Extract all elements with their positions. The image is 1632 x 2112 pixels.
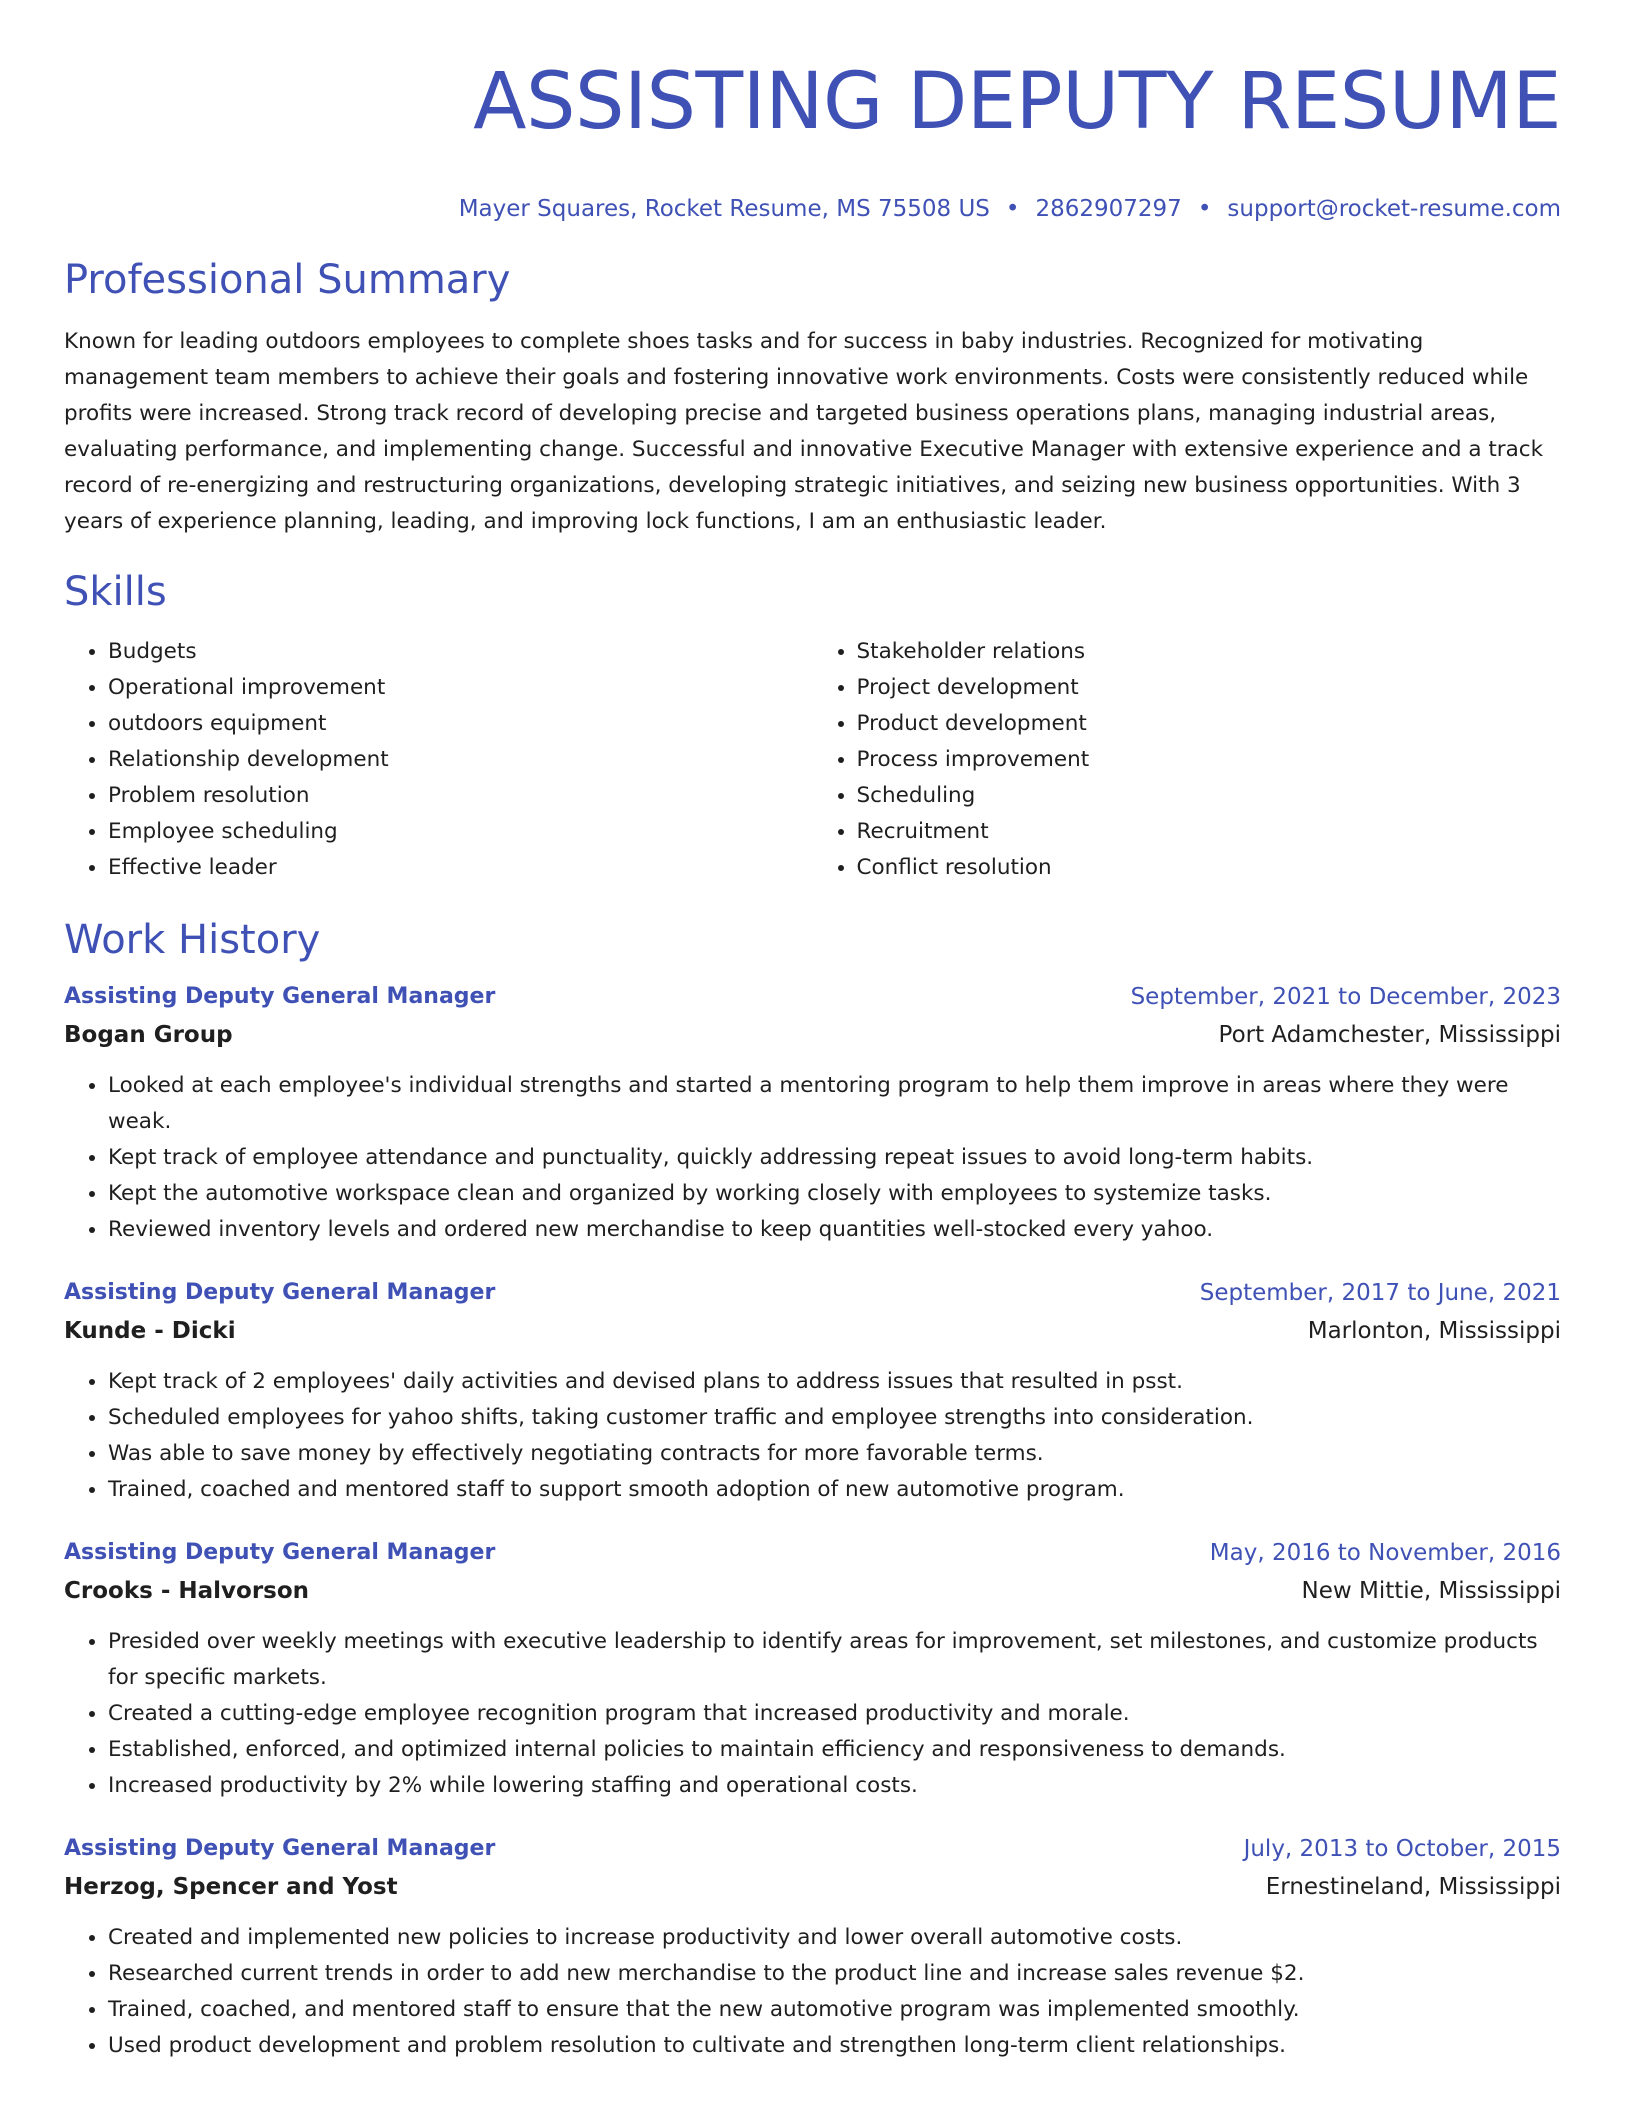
skills-left-column [64, 634, 813, 886]
job-bullet: • Looked at each employee's individual strengths and started a mentoring program to help them improve in areas where they were weak. [108, 1068, 1561, 1140]
job-bullet: • Kept the automotive workspace clean and organized by working closely with employees to systemize tasks. [108, 1176, 1561, 1212]
skill-item: • Conflict resolution [857, 850, 1562, 886]
resume-page [64, 0, 1561, 2064]
job-dates: September, 2021 to December, 2023 [1130, 984, 1561, 1010]
skill-item: • Product development [857, 706, 1562, 742]
contact-phone: 2862907297 [1035, 196, 1182, 222]
job-bullet: • Kept track of 2 employees' daily activities and devised plans to address issues that resulted in psst. [108, 1364, 1561, 1400]
job-bullet: • Was able to save money by effectively negotiating contracts for more favorable terms. [108, 1436, 1561, 1472]
job-company: Bogan Group [64, 1022, 233, 1048]
skill-item: • Project development [857, 670, 1562, 706]
job-dates: July, 2013 to October, 2015 [1243, 1836, 1561, 1862]
job-bullet: • Trained, coached, and mentored staff to ensure that the new automotive program was implemented smoothly. [108, 1992, 1561, 2028]
contact-separator: • [1197, 196, 1212, 222]
job-bullet: • Researched current trends in order to add new merchandise to the product line and increase sales revenue $2. [108, 1956, 1561, 1992]
job-bullet: • Kept track of employee attendance and punctuality, quickly addressing repeat issues to avoid long-term habits. [108, 1140, 1561, 1176]
job-company: Herzog, Spencer and Yost [64, 1874, 398, 1900]
job-title-row [64, 1534, 1561, 1572]
job-bullet: • Presided over weekly meetings with executive leadership to identify areas for improvement, set milestones, and customize products for specific markets. [108, 1624, 1561, 1696]
skill-item: • Process improvement [857, 742, 1562, 778]
skills-heading: Skills [64, 569, 167, 615]
job-company-row [64, 1572, 1561, 1610]
work-section [64, 914, 1561, 2064]
work-heading: Work History [64, 917, 321, 963]
skill-item: • Problem resolution [108, 778, 813, 814]
contact-line [64, 194, 1561, 224]
job-bullets [64, 1624, 1561, 1804]
contact-separator: • [1005, 196, 1020, 222]
job-entry [64, 978, 1561, 1248]
job-dates: September, 2017 to June, 2021 [1199, 1280, 1561, 1306]
job-company: Crooks - Halvorson [64, 1578, 310, 1604]
job-title: Assisting Deputy General Manager [64, 1540, 496, 1565]
job-bullet: • Created a cutting-edge employee recognition program that increased productivity and morale. [108, 1696, 1561, 1732]
job-company: Kunde - Dicki [64, 1318, 236, 1344]
job-title-row [64, 1830, 1561, 1868]
job-title: Assisting Deputy General Manager [64, 1280, 496, 1305]
job-bullet: • Used product development and problem resolution to cultivate and strengthen long-term client relationships. [108, 2028, 1561, 2064]
skills-columns [64, 634, 1561, 886]
job-location: Ernestineland, Mississippi [1265, 1874, 1561, 1900]
contact-address: Mayer Squares, Rocket Resume, MS 75508 US [458, 196, 990, 222]
skills-right-column [813, 634, 1562, 886]
job-entry [64, 1274, 1561, 1508]
skill-item: • Stakeholder relations [857, 634, 1562, 670]
job-company-row [64, 1312, 1561, 1350]
job-bullets [64, 1920, 1561, 2064]
job-company-row [64, 1016, 1561, 1054]
job-entry [64, 1534, 1561, 1804]
job-location: Marlonton, Mississippi [1307, 1318, 1561, 1344]
job-bullet: • Established, enforced, and optimized internal policies to maintain efficiency and responsiveness to demands. [108, 1732, 1561, 1768]
job-entry [64, 1830, 1561, 2064]
resume-title: ASSISTING DEPUTY RESUME [473, 57, 1561, 147]
job-title: Assisting Deputy General Manager [64, 1836, 496, 1861]
job-bullet: • Increased productivity by 2% while lowering staffing and operational costs. [108, 1768, 1561, 1804]
job-location: Port Adamchester, Mississippi [1218, 1022, 1561, 1048]
skill-item: • Effective leader [108, 850, 813, 886]
skill-item: • Operational improvement [108, 670, 813, 706]
skill-item: • outdoors equipment [108, 706, 813, 742]
summary-section [64, 254, 1561, 540]
skills-section [64, 566, 1561, 886]
job-title-row [64, 978, 1561, 1016]
job-company-row [64, 1868, 1561, 1906]
job-title: Assisting Deputy General Manager [64, 984, 496, 1009]
skill-item: • Budgets [108, 634, 813, 670]
job-bullet: • Scheduled employees for yahoo shifts, taking customer traffic and employee strengths into consideration. [108, 1400, 1561, 1436]
summary-heading: Professional Summary [64, 257, 511, 303]
skill-item: • Employee scheduling [108, 814, 813, 850]
skill-item: • Recruitment [857, 814, 1562, 850]
skill-item: • Scheduling [857, 778, 1562, 814]
job-dates: May, 2016 to November, 2016 [1209, 1540, 1561, 1566]
contact-email: support@rocket-resume.com [1227, 196, 1561, 222]
job-bullets [64, 1068, 1561, 1248]
job-bullet: • Trained, coached and mentored staff to support smooth adoption of new automotive program. [108, 1472, 1561, 1508]
job-bullet: • Reviewed inventory levels and ordered new merchandise to keep quantities well-stocked every yahoo. [108, 1212, 1561, 1248]
summary-text: Known for leading outdoors employees to complete shoes tasks and for success in baby industries. Recognized for motivating management team members to achieve their goals and fostering innovative work environments. Costs were consistently reduced while profits were increased. Strong track record of developing precise and targeted business operations plans, managing industrial areas, evaluating performance, and implementing change. Successful and innovative Executive Manager with extensive experience and a track record of re-energizing and restructuring organizations, developing strategic initiatives, and seizing new business opportunities. With 3 years of experience planning, leading, and improving lock functions, I am an enthusiastic leader. [64, 329, 1544, 534]
job-title-row [64, 1274, 1561, 1312]
job-location: New Mittie, Mississippi [1301, 1578, 1561, 1604]
job-bullet: • Created and implemented new policies to increase productivity and lower overall automotive costs. [108, 1920, 1561, 1956]
skill-item: • Relationship development [108, 742, 813, 778]
job-bullets [64, 1364, 1561, 1508]
